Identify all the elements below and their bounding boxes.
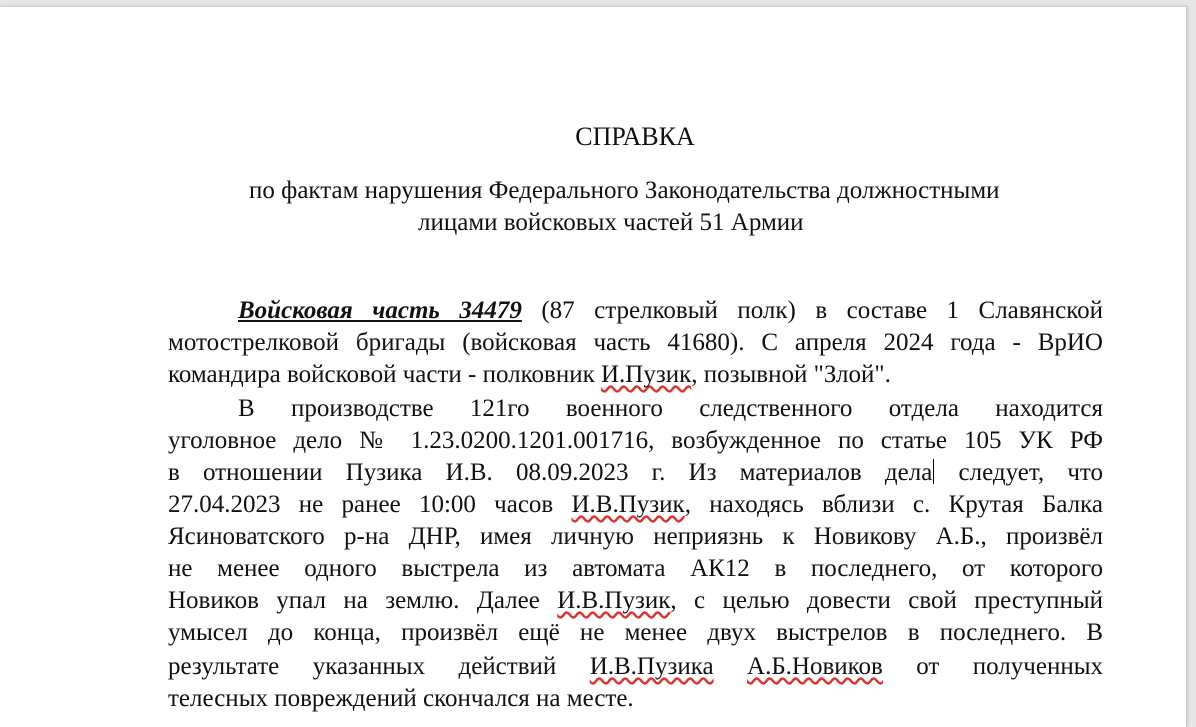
paragraph-2-line-10: телесных повреждений скончался на месте. (168, 685, 634, 712)
misspelled-name: И.Пузик (600, 361, 692, 388)
document-title: СПРАВКА (575, 122, 695, 151)
paragraph-2-line-3 (168, 457, 1103, 489)
paragraph-2-line-8: умысел до конца, произвёл ещё не менее двух выстрелов в последнего. В (168, 619, 1103, 646)
paragraph-text: следует, что (935, 459, 1103, 486)
paragraph-2-line-1: В производстве 121го военного следственного отдела находится (238, 395, 1103, 422)
paragraph-text: (87 стрелковый полк) в составе 1 Славянской (521, 297, 1103, 324)
misspelled-name: И.В.Пузик (557, 587, 671, 614)
paragraph-text: , находясь вблизи с. Крутая Балка (684, 491, 1103, 518)
paragraph-text: результате указанных действий (168, 653, 590, 680)
subtitle-line-2: лицами войсковых частей 51 Армии (418, 209, 804, 236)
paragraph-2-line-5: Ясиноватского р-на ДНР, имея личную неприязнь к Новикову А.Б., произвёл (168, 523, 1103, 550)
document-page[interactable] (0, 6, 1187, 727)
misspelled-name: И.В.Пузика (589, 653, 714, 680)
paragraph-1-line-1 (238, 295, 1103, 327)
subtitle-line-1: по фактам нарушения Федерального Законодательства должностными (249, 177, 1000, 204)
paragraph-1-line-3 (168, 359, 1103, 391)
paragraph-text (714, 653, 747, 680)
paragraph-2-line-2: уголовное дело № 1.23.0200.1201.001716, возбужденное по статье 105 УК РФ (168, 427, 1103, 454)
paragraph-2-line-4 (168, 489, 1103, 521)
paragraph-text: 27.04.2023 не ранее 10:00 часов (168, 491, 572, 518)
paragraph-text: , позывной "Злой". (691, 361, 891, 388)
paragraph-text: , с целью довести свой преступный (670, 587, 1104, 614)
paragraph-text: от полученных (882, 653, 1104, 680)
paragraph-text: Новиков упал на землю. Далее (168, 587, 558, 614)
misspelled-name: И.В.Пузик (571, 491, 685, 518)
paragraph-2-line-7 (168, 585, 1103, 617)
paragraph-1-line-2: мотострелковой бригады (войсковая часть 41680). С апреля 2024 года - ВрИО (168, 329, 1103, 356)
paragraph-text: командира войсковой части - полковник (168, 361, 601, 388)
unit-heading: Войсковая часть 34479 (238, 297, 522, 324)
paragraph-2-line-9 (168, 651, 1103, 683)
paragraph-2-line-6: не менее одного выстрела из автомата АК12 в последнего, от которого (168, 555, 1103, 582)
paragraph-text: в отношении Пузика И.В. 08.09.2023 г. Из материалов дела (168, 459, 933, 486)
misspelled-name: А.Б.Новиков (747, 653, 883, 680)
